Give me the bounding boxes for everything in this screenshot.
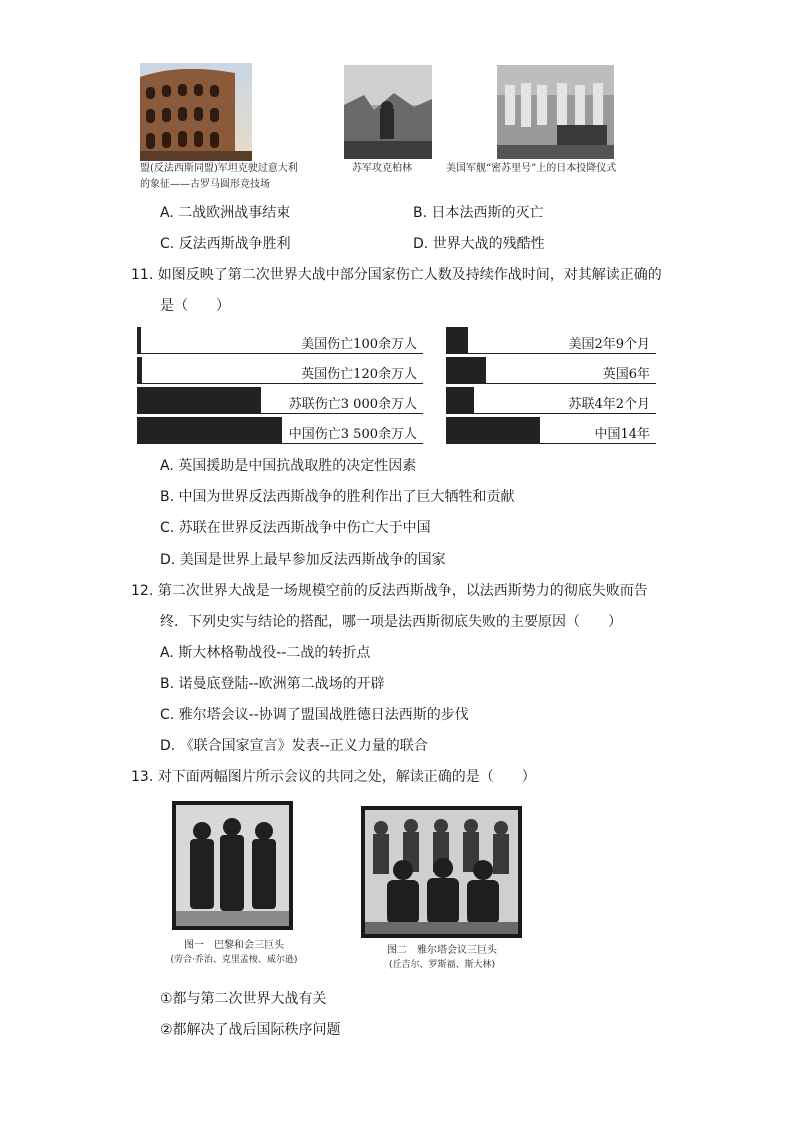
fig1-title: 图一 巴黎和会三巨头 (184, 940, 284, 951)
fig1-names: (劳合·乔治、克里孟梭、威尔逊) (170, 955, 298, 965)
option-letter: B. (413, 205, 428, 221)
casualty-label: 苏联伤亡3 000余万人 (288, 397, 417, 412)
duration-label: 苏联4年2个月 (568, 397, 650, 412)
casualty-bar (137, 417, 282, 444)
option-letter: A. (160, 645, 174, 661)
question-text: 第二次世界大战是一场规模空前的反法西斯战争，以法西斯势力的彻底失败而告 (157, 583, 648, 599)
question-number: 13. (131, 769, 154, 785)
paris-conference-photo (172, 801, 293, 930)
paris-conference-picture (172, 801, 293, 930)
option-text: 美国是世界上最早参加反法西斯战争的国家 (179, 552, 446, 568)
q10-option-b[interactable] (413, 203, 544, 223)
casualty-row (137, 357, 423, 384)
q11-option-d[interactable] (160, 550, 446, 570)
option-text: 日本法西斯的灭亡 (431, 205, 544, 221)
q11-stem-line1 (131, 265, 662, 285)
q11-option-b[interactable] (160, 487, 515, 507)
option-text: 诺曼底登陆--欧洲第二战场的开辟 (178, 676, 385, 692)
option-letter: C. (160, 707, 175, 723)
q12-option-c[interactable] (160, 705, 469, 725)
q10-option-d[interactable] (413, 234, 545, 254)
colosseum-caption-line2: 的象征——古罗马圆形竞技场 (140, 179, 270, 190)
yalta-conference-photo (361, 806, 522, 938)
duration-bar (446, 417, 540, 444)
casualty-row (137, 417, 423, 444)
option-letter: D. (160, 552, 176, 568)
option-text: 世界大战的残酷性 (432, 236, 545, 252)
option-letter: B. (160, 489, 175, 505)
casualty-baseline (137, 353, 423, 354)
duration-bar (446, 357, 486, 384)
duration-baseline (446, 353, 656, 354)
question-number: 11. (131, 267, 154, 283)
yalta-conference-picture (361, 806, 522, 938)
casualty-row (137, 387, 423, 414)
colosseum-picture (140, 63, 252, 161)
duration-baseline (446, 413, 656, 414)
casualty-bar (137, 327, 141, 354)
duration-bar (446, 327, 468, 354)
question-text: 对下面两幅图片所示会议的共同之处，解读正确的是（ ） (157, 769, 536, 785)
berlin-picture (344, 65, 432, 159)
casualty-baseline (137, 383, 423, 384)
option-text: 反法西斯战争胜利 (178, 236, 291, 252)
q11-option-c[interactable] (160, 518, 431, 538)
missouri-caption: 美国军舰“密苏里号”上的日本投降仪式 (446, 163, 617, 174)
option-letter: D. (413, 236, 429, 252)
berlin-caption: 苏军攻克柏林 (352, 163, 412, 174)
option-text: 雅尔塔会议--协调了盟国战胜德日法西斯的步伐 (178, 707, 469, 723)
missouri-picture (497, 65, 614, 159)
duration-label: 英国6年 (602, 367, 650, 382)
duration-row (446, 387, 656, 414)
option-text: 英国援助是中国抗战取胜的决定性因素 (178, 458, 417, 474)
colosseum-caption-line1: 盟(反法西斯同盟)军坦克驶过意大利 (140, 163, 298, 174)
fig2-names: (丘吉尔、罗斯福、斯大林) (388, 960, 496, 970)
q12-stem-line1 (131, 581, 648, 601)
colosseum-photo (140, 63, 252, 161)
option-text: 二战欧洲战事结束 (178, 205, 291, 221)
q12-option-d[interactable] (160, 736, 428, 756)
option-text: 斯大林格勒战役--二战的转折点 (178, 645, 371, 661)
q11-option-a[interactable] (160, 456, 416, 476)
duration-label: 中国14年 (594, 427, 650, 442)
duration-row (446, 357, 656, 384)
option-text: 《联合国家宣言》发表--正义力量的联合 (179, 738, 428, 754)
q10-option-a[interactable] (160, 203, 290, 223)
q13-statement-2: ②都解决了战后国际秩序问题 (160, 1022, 341, 1038)
berlin-photo (344, 65, 432, 159)
option-letter: C. (160, 520, 175, 536)
duration-bar (446, 387, 474, 414)
casualty-label: 英国伤亡120余万人 (301, 367, 417, 382)
duration-row (446, 327, 656, 354)
casualty-label: 美国伤亡100余万人 (301, 337, 417, 352)
q10-option-c[interactable] (160, 234, 291, 254)
casualty-bar (137, 357, 142, 384)
q12-option-a[interactable] (160, 643, 370, 663)
option-letter: C. (160, 236, 175, 252)
question-number: 12. (131, 583, 154, 599)
q13-statement-1: ①都与第二次世界大战有关 (160, 991, 327, 1007)
option-letter: A. (160, 205, 174, 221)
option-letter: D. (160, 738, 176, 754)
q13-stem (131, 767, 536, 787)
q11-stem-line2: 是（ ） (160, 298, 230, 314)
missouri-surrender-photo (497, 65, 614, 159)
option-text: 中国为世界反法西斯战争的胜利作出了巨大牺牲和贡献 (178, 489, 515, 505)
duration-row (446, 417, 656, 444)
casualty-label: 中国伤亡3 500余万人 (288, 427, 417, 442)
duration-label: 美国2年9个月 (568, 337, 650, 352)
question-text: 如图反映了第二次世界大战中部分国家伤亡人数及持续作战时间，对其解读正确的 (157, 267, 662, 283)
casualty-row (137, 327, 423, 354)
fig2-title: 图二 雅尔塔会议三巨头 (387, 945, 497, 956)
q12-option-b[interactable] (160, 674, 385, 694)
q12-stem-line2: 终．下列史实与结论的搭配，哪一项是法西斯彻底失败的主要原因（ ） (160, 614, 622, 630)
option-letter: B. (160, 676, 175, 692)
option-letter: A. (160, 458, 174, 474)
casualty-bar (137, 387, 261, 414)
option-text: 苏联在世界反法西斯战争中伤亡大于中国 (178, 520, 431, 536)
